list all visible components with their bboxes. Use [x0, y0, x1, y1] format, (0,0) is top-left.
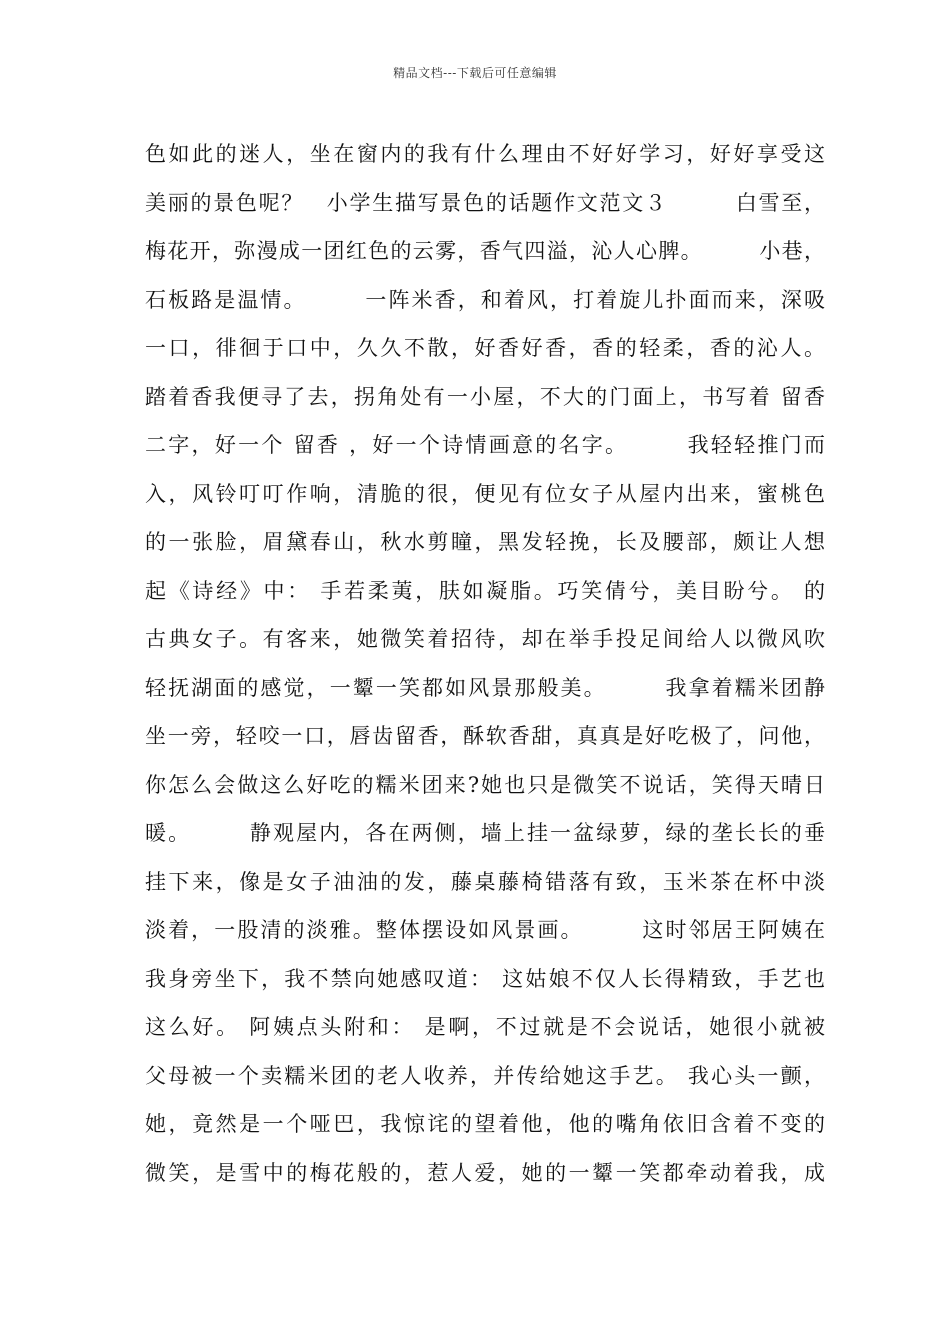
body-text	[145, 130, 825, 1197]
text-line: 一口，徘徊于口中，久久不散，好香好香，香的轻柔，香的沁人。	[145, 336, 825, 360]
text-line: 微笑，是雪中的梅花般的，惹人爱，她的一颦一笑都牵动着我，成	[145, 1160, 825, 1185]
text-line: 父母被一个卖糯米团的老人收养，并传给她这手艺。 我心头一颤，	[145, 1063, 825, 1088]
text-line: 你怎么会做这么好吃的糯米团来?她也只是微笑不说话，笑得天晴日	[145, 772, 825, 797]
text-line: 古典女子。有客来，她微笑着招待，却在举手投足间给人以微风吹	[145, 627, 825, 651]
text-line: 石板路是温情。 一阵米香，和着风，打着旋儿扑面而来，深吸	[145, 287, 825, 312]
text-line: 挂下来，像是女子油油的发，藤桌藤椅错落有致，玉米茶在杯中淡	[145, 869, 825, 894]
text-line: 入，风铃叮叮作响，清脆的很，便见有位女子从屋内出来，蜜桃色	[145, 481, 825, 506]
text-line: 美丽的景色呢？ 小学生描写景色的话题作文范文３ 白雪至，	[145, 190, 825, 215]
text-line: 踏着香我便寻了去，拐角处有一小屋，不大的门面上，书写着 留香	[145, 384, 825, 409]
text-line: 的一张脸，眉黛春山，秋水剪瞳，黑发轻挽，长及腰部，颇让人想	[145, 530, 825, 554]
page-header: 精品文档---下载后可任意编辑	[393, 66, 557, 80]
text-line: 二字，好一个 留香 ，好一个诗情画意的名字。 我轻轻推门而	[145, 433, 825, 457]
text-line: 这么好。 阿姨点头附和： 是啊，不过就是不会说话，她很小就被	[145, 1015, 825, 1039]
text-line: 她，竟然是一个哑巴，我惊诧的望着他，他的嘴角依旧含着不变的	[145, 1112, 825, 1136]
text-line: 色如此的迷人，坐在窗内的我有什么理由不好好学习，好好享受这	[145, 142, 825, 166]
text-line: 暖。 静观屋内，各在两侧，墙上挂一盆绿萝，绿的垄长长的垂	[145, 821, 825, 845]
text-line: 淡着，一股清的淡雅。整体摆设如风景画。 这时邻居王阿姨在	[145, 918, 825, 942]
text-line: 梅花开，弥漫成一团红色的云雾，香气四溢，沁人心脾。 小巷，	[145, 239, 825, 263]
text-line: 我身旁坐下，我不禁向她感叹道： 这姑娘不仅人长得精致，手艺也	[145, 966, 825, 991]
text-line: 坐一旁，轻咬一口，唇齿留香，酥软香甜，真真是好吃极了，问他，	[145, 724, 825, 748]
text-line: 轻抚湖面的感觉，一颦一笑都如风景那般美。 我拿着糯米团静	[145, 675, 825, 700]
text-line: 起《诗经》中： 手若柔荑，肤如凝脂。巧笑倩兮，美目盼兮。 的	[145, 578, 825, 603]
